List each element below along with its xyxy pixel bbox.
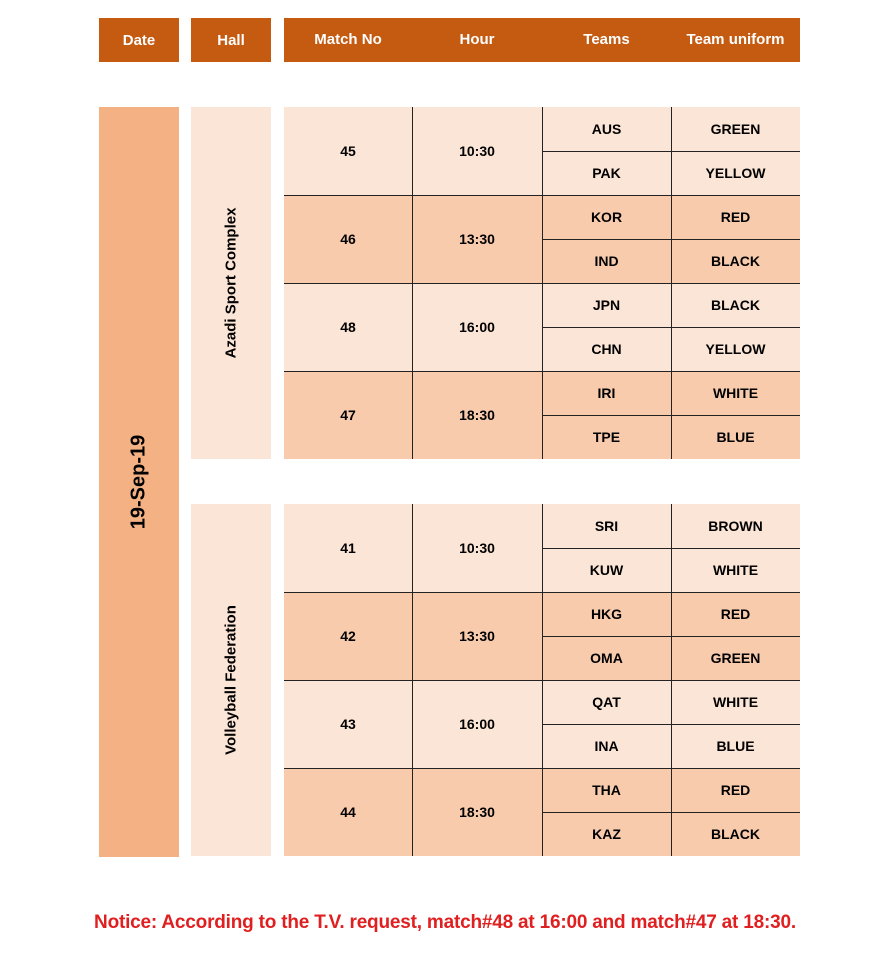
team-uniform: BLUE: [716, 429, 755, 445]
match-hour: 13:30: [459, 231, 495, 247]
hall-cell-volleyball-federation: [191, 504, 271, 856]
match-hour: 10:30: [459, 143, 495, 159]
match-hour: 18:30: [459, 804, 495, 820]
match-hour: 16:00: [459, 319, 495, 335]
team-code: CHN: [591, 341, 622, 357]
team-code: IRI: [597, 385, 616, 401]
team-code: QAT: [592, 694, 621, 710]
hall-name: Volleyball Federation: [222, 605, 240, 755]
match-hour: 10:30: [459, 540, 495, 556]
match-number: 46: [340, 231, 356, 247]
team-code: KAZ: [592, 826, 621, 842]
team-code: THA: [592, 782, 621, 798]
team-code: HKG: [590, 606, 623, 622]
header-teams: Teams: [583, 31, 630, 48]
team-uniform: RED: [720, 606, 751, 622]
hall-cell-azadi: [191, 107, 271, 459]
team-uniform: GREEN: [710, 650, 761, 666]
team-code: AUS: [591, 121, 622, 137]
team-code: IND: [594, 253, 619, 269]
match-divider: [284, 680, 800, 681]
match-divider: [284, 592, 800, 593]
team-code: PAK: [592, 165, 621, 181]
team-uniform: BROWN: [708, 518, 763, 534]
match-hour: 18:30: [459, 407, 495, 423]
notice-text: Notice: According to the T.V. request, match#48 at 16:00 and match#47 at 18:30.: [94, 912, 796, 933]
match-number: 45: [340, 143, 356, 159]
header-hall: [191, 18, 271, 62]
team-uniform: YELLOW: [705, 165, 766, 181]
team-code: SRI: [594, 518, 619, 534]
header-hall-label: Hall: [217, 31, 245, 49]
date-cell: [99, 107, 179, 857]
date-label: 19-Sep-19: [127, 434, 150, 530]
team-uniform: WHITE: [712, 385, 759, 401]
team-uniform: BLACK: [711, 297, 760, 313]
match-hour: 16:00: [459, 716, 495, 732]
header-hour: Hour: [459, 31, 495, 48]
team-uniform: RED: [720, 782, 751, 798]
team-uniform: BLUE: [716, 738, 755, 754]
schedule-block-azadi: [284, 107, 800, 459]
team-uniform: GREEN: [710, 121, 761, 137]
schedule-block-volleyball-federation: [284, 504, 800, 856]
team-code: JPN: [592, 297, 621, 313]
match-number: 41: [340, 540, 356, 556]
match-divider: [284, 371, 800, 372]
match-hour: 13:30: [459, 628, 495, 644]
team-code: OMA: [590, 650, 623, 666]
team-code: KUW: [589, 562, 624, 578]
header-match-no: Match No: [314, 31, 382, 48]
hall-name: Azadi Sport Complex: [222, 207, 240, 359]
team-uniform: RED: [720, 209, 751, 225]
team-uniform: BLACK: [711, 826, 760, 842]
team-uniform: WHITE: [712, 694, 759, 710]
team-uniform: BLACK: [711, 253, 760, 269]
team-code: INA: [594, 738, 619, 754]
match-divider: [284, 195, 800, 196]
match-number: 44: [340, 804, 356, 820]
header-uniform: Team uniform: [686, 31, 785, 48]
match-divider: [284, 768, 800, 769]
team-code: KOR: [590, 209, 623, 225]
match-number: 48: [340, 319, 356, 335]
header-date-label: Date: [122, 31, 156, 49]
match-divider: [284, 283, 800, 284]
team-code: TPE: [592, 429, 621, 445]
match-number: 42: [340, 628, 356, 644]
team-uniform: WHITE: [712, 562, 759, 578]
team-uniform: YELLOW: [705, 341, 766, 357]
header-date: [99, 18, 179, 62]
match-number: 47: [340, 407, 356, 423]
match-number: 43: [340, 716, 356, 732]
header-main: [284, 18, 800, 62]
